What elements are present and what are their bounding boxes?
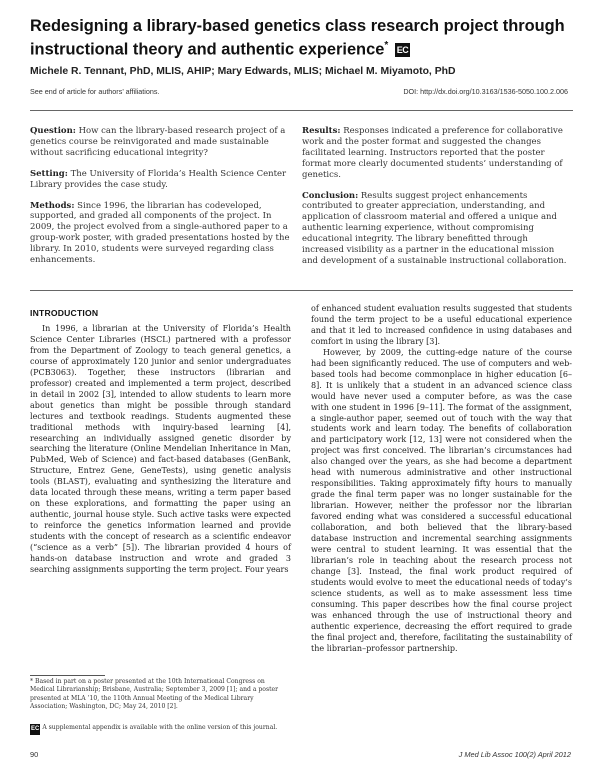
abstract-results: Results: Responses indicated a preference for collaborative work and the poster format and suggested the changes facilitated learning. Instructors reported that the poster format more clearly documented students’ understanding of genetics. bbox=[302, 126, 563, 180]
body-left-column bbox=[30, 324, 291, 576]
abstract-question: Question: How can the library-based research project of a genetics course be reinvigorated and made sustainable without sacrificing educational integrity? bbox=[30, 126, 286, 158]
abstract-right-column bbox=[302, 126, 570, 277]
electronic-content-badge: EC bbox=[396, 45, 409, 56]
footnote: * Based in part on a poster presented at the 10th International Congress on Medical Librarianship; Brisbane, Australia; September 3, 2009 [1]; and a poster presented at MLA ’10, the 110th Annual Meeting of the Medical Library Association; Washington, DC; May 24, 2010 [2]. bbox=[30, 678, 279, 710]
supplemental-note: EC A supplemental appendix is available with the online version of this journal. bbox=[30, 724, 290, 735]
body-paragraph: However, by 2009, the cutting-edge nature of the course had been significantly reduced. The use of computers and web-based tools had become commonplace in higher education [6–8]. It is unlikely that a student in an advanced science class would have never used a computer before, as was the case with one student in 1996 [9–11]. The format of the assignment, a single-author paper, seemed out of touch with the way that students work and learn today. The benefits of collaboration and participatory work [12, 13] were not considered when the project was first conceived. The librarian’s circumstances had also changed over the years, as she had become a department head with numerous administrative and other instructional responsibilities. Taking approximately fifty hours to manually grade the final term paper was no longer sustainable for the librarian. However, neither the professor nor the librarian favored ending what was considered a successful educational collaboration, and both believed that the library-based database instruction and incremental searching assignments were central to student learning. It was essential that the librarian’s role in teaching about the research process not change [3]. Instead, the final work product required of students would evolve to meet the educational needs of today’s science students, as well as to make assessment less time consuming. This paper describes how the final course project was enhanced through the use of instructional theory and authentic experience, decreasing the effort required to grade the final project and, therefore, facilitating the sustainability of the librarian–professor partnership. bbox=[311, 347, 572, 653]
abstract-bottom-rule bbox=[30, 290, 573, 291]
title-footnote-mark: * bbox=[384, 40, 389, 51]
affiliation-note: See end of article for authors’ affiliations. bbox=[30, 87, 160, 96]
abstract-methods: Methods: Since 1996, the librarian has codeveloped, supported, and graded all components of the project. In 2009, the project evolved from a single-authored paper to a group-work poster, with graded presentations hosted by the library. In 2010, students were surveyed regarding class enhancements. bbox=[30, 200, 290, 266]
body-right-column bbox=[311, 304, 572, 655]
section-heading-introduction: INTRODUCTION bbox=[30, 308, 99, 318]
abstract-top-rule bbox=[30, 110, 573, 111]
author-list: Michele R. Tennant, PhD, MLIS, AHIP; Mary Edwards, MLIS; Michael M. Miyamoto, PhD bbox=[30, 66, 456, 77]
journal-reference: J Med Lib Assoc 100(2) April 2012 bbox=[458, 750, 571, 759]
body-paragraph: of enhanced student evaluation results suggested that students found the term project to be a useful educational experience and that it led to increased confidence in using databases and comfort in using the library [3]. bbox=[311, 304, 572, 346]
body-paragraph: In 1996, a librarian at the University of Florida’s Health Science Center Libraries (HSCL) partnered with a professor from the Department of Zoology to teach general genetics, a course of approximately 120 junior and senior undergraduates (PCB3063). Together, these instructors (librarian and professor) created and implemented a term project, described in detail in 2002 [3], intended to allow students to learn more about genetics than might be possible through standard lectures and textbook readings. Students augmented these traditional methods with inquiry-based learning [4], researching an individually assigned genetic disorder by searching the literature (Online Mendelian Inheritance in Man, PubMed, Web of Science) and fact-based databases (GenBank, Structure, Entrez Gene, GeneTests), using genetic analysis tools (BLAST), evaluating and synthesizing the literature and data located through these means, writing a term paper based on these explorations, and formatting the paper using an authentic, journal house style. Such active tasks were expected to reinforce the genetics information learned and provide students with the concept of research as a scientific endeavor (“science as a verb” [5]). The librarian provided 4 hours of hands-on database instruction and wrote and graded 3 searching assignments supporting the term project. Four years bbox=[30, 324, 291, 574]
page-number: 90 bbox=[30, 750, 39, 759]
abstract-left-column bbox=[30, 126, 292, 276]
abstract-conclusion: Conclusion: Results suggest project enhancements contributed to greater appreciation, understanding, and application of classroom material and offered a unique and authentic learning experience, without compromising educational integrity. The library benefitted through increased visibility as a partner in the educational mission and development of a sustainable instructional collaboration. bbox=[302, 190, 567, 266]
article-title: Redesigning a library-based genetics class research project through instructional theory and authentic experience* EC bbox=[30, 17, 565, 59]
footnote-rule bbox=[30, 675, 105, 676]
abstract-setting: Setting: The University of Florida’s Health Science Center Library provides the case study. bbox=[30, 168, 287, 190]
doi-link[interactable]: DOI: http://dx.doi.org/10.3163/1536-5050.100.2.006 bbox=[403, 87, 568, 96]
supplemental-ec-icon: EC bbox=[30, 724, 40, 735]
